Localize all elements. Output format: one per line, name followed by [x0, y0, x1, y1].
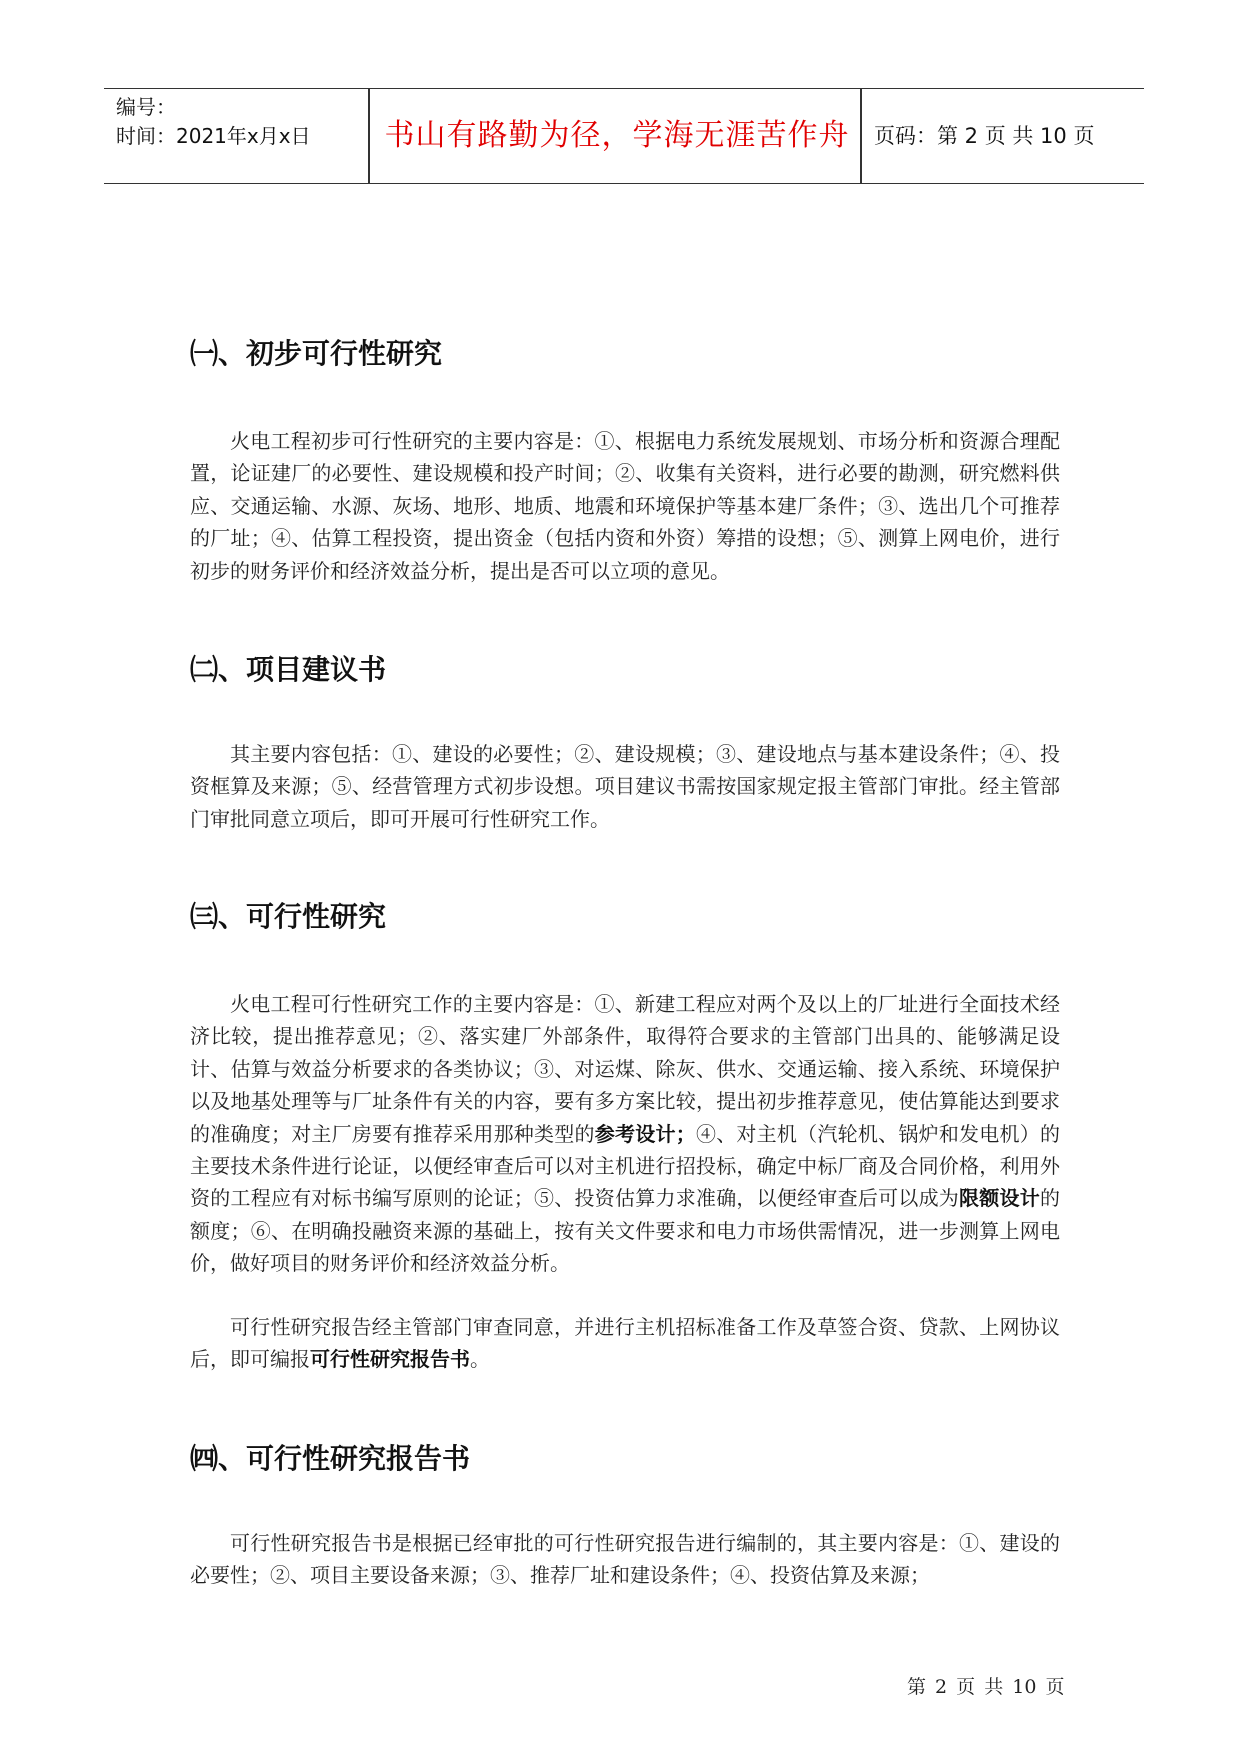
paragraph-text: 的额度；⑥、在明确投融资来源的基础上，按有关文件要求和电力市场供需情况，进一步测算上网电价，做好项目的财务评价和经济效益分析。 [190, 1186, 1060, 1276]
feasibility-report-term: 可行性研究报告书 [310, 1347, 470, 1372]
section-title-1: ㈠、初步可行性研究 [190, 337, 443, 370]
section-2-paragraph: 其主要内容包括：①、建设的必要性；②、建设规模；③、建设地点与基本建设条件；④、投资框算及来源；⑤、经营管理方式初步设想。项目建议书需按国家规定报主管部门审批。经主管部门审批同意立项后，即可开展可行性研究工作。 [190, 742, 1060, 831]
header-motto: 书山有路勤为径，学海无涯苦作舟 [384, 118, 850, 153]
reference-design-term: 参考设计； [594, 1121, 696, 1146]
document-number-label: 编号： [116, 95, 176, 119]
section-3-paragraph-1 [190, 988, 1060, 1280]
document-time-label: 时间：2021年x月x日 [116, 124, 311, 148]
section-3-paragraph-2 [190, 1311, 1060, 1376]
section-1-paragraph: 火电工程初步可行性研究的主要内容是：①、根据电力系统发展规划、市场分析和资源合理配置，论证建厂的必要性、建设规模和投产时间；②、收集有关资料，进行必要的勘测，研究燃料供应、交通运输、水源、灰场、地形、地质、地震和环境保护等基本建厂条件；③、选出几个可推荐的厂址；④、估算工程投资，提出资金（包括内资和外资）筹措的设想；⑤、测算上网电价，进行初步的财务评价和经济效益分析，提出是否可以立项的意见。 [190, 429, 1060, 583]
paragraph-text: 火电工程可行性研究工作的主要内容是：①、新建工程应对两个及以上的厂址进行全面技术经济比较，提出推荐意见；②、落实建厂外部条件，取得符合要求的主管部门出具的、能够满足设计、估算与效益分析要求的各类协议；③、对运煤、除灰、供水、交通运输、接入系统、环境保护以及地基处理等与厂址条件有关的内容，要有多方案比较，提出初步推荐意见，使估算能达到要求的准确度；对主厂房要有推荐采用那种类型的 [190, 992, 1060, 1146]
paragraph-text: 可行性研究报告经主管部门审查同意，并进行主机招标准备工作及草签合资、贷款、上网协议后，即可编报 [190, 1315, 1060, 1372]
page-footer: 第 2 页 共 10 页 [907, 1676, 1065, 1698]
section-title-2: ㈡、项目建议书 [190, 653, 387, 686]
section-title-3: ㈢、可行性研究 [190, 900, 387, 933]
limit-design-term: 限额设计 [959, 1186, 1040, 1211]
header-meta [116, 93, 311, 151]
page-header [104, 88, 1144, 184]
header-divider-right [860, 89, 862, 183]
section-4-paragraph: 可行性研究报告书是根据已经审批的可行性研究报告进行编制的，其主要内容是：①、建设的必要性；②、项目主要设备来源；③、推荐厂址和建设条件；④、投资估算及来源； [190, 1531, 1060, 1588]
paragraph-text: 。 [470, 1347, 490, 1372]
paragraph-text: ④、对主机（汽轮机、锅炉和发电机）的主要技术条件进行论证，以便经审查后可以对主机进行招投标，确定中标厂商及合同价格，利用外资的工程应有对标书编写原则的论证；⑤、投资估算力求准确，以便经审查后可以成为 [190, 1121, 1061, 1211]
section-title-4: ㈣、可行性研究报告书 [190, 1442, 471, 1475]
header-page-info: 页码：第 2 页 共 10 页 [874, 124, 1095, 148]
